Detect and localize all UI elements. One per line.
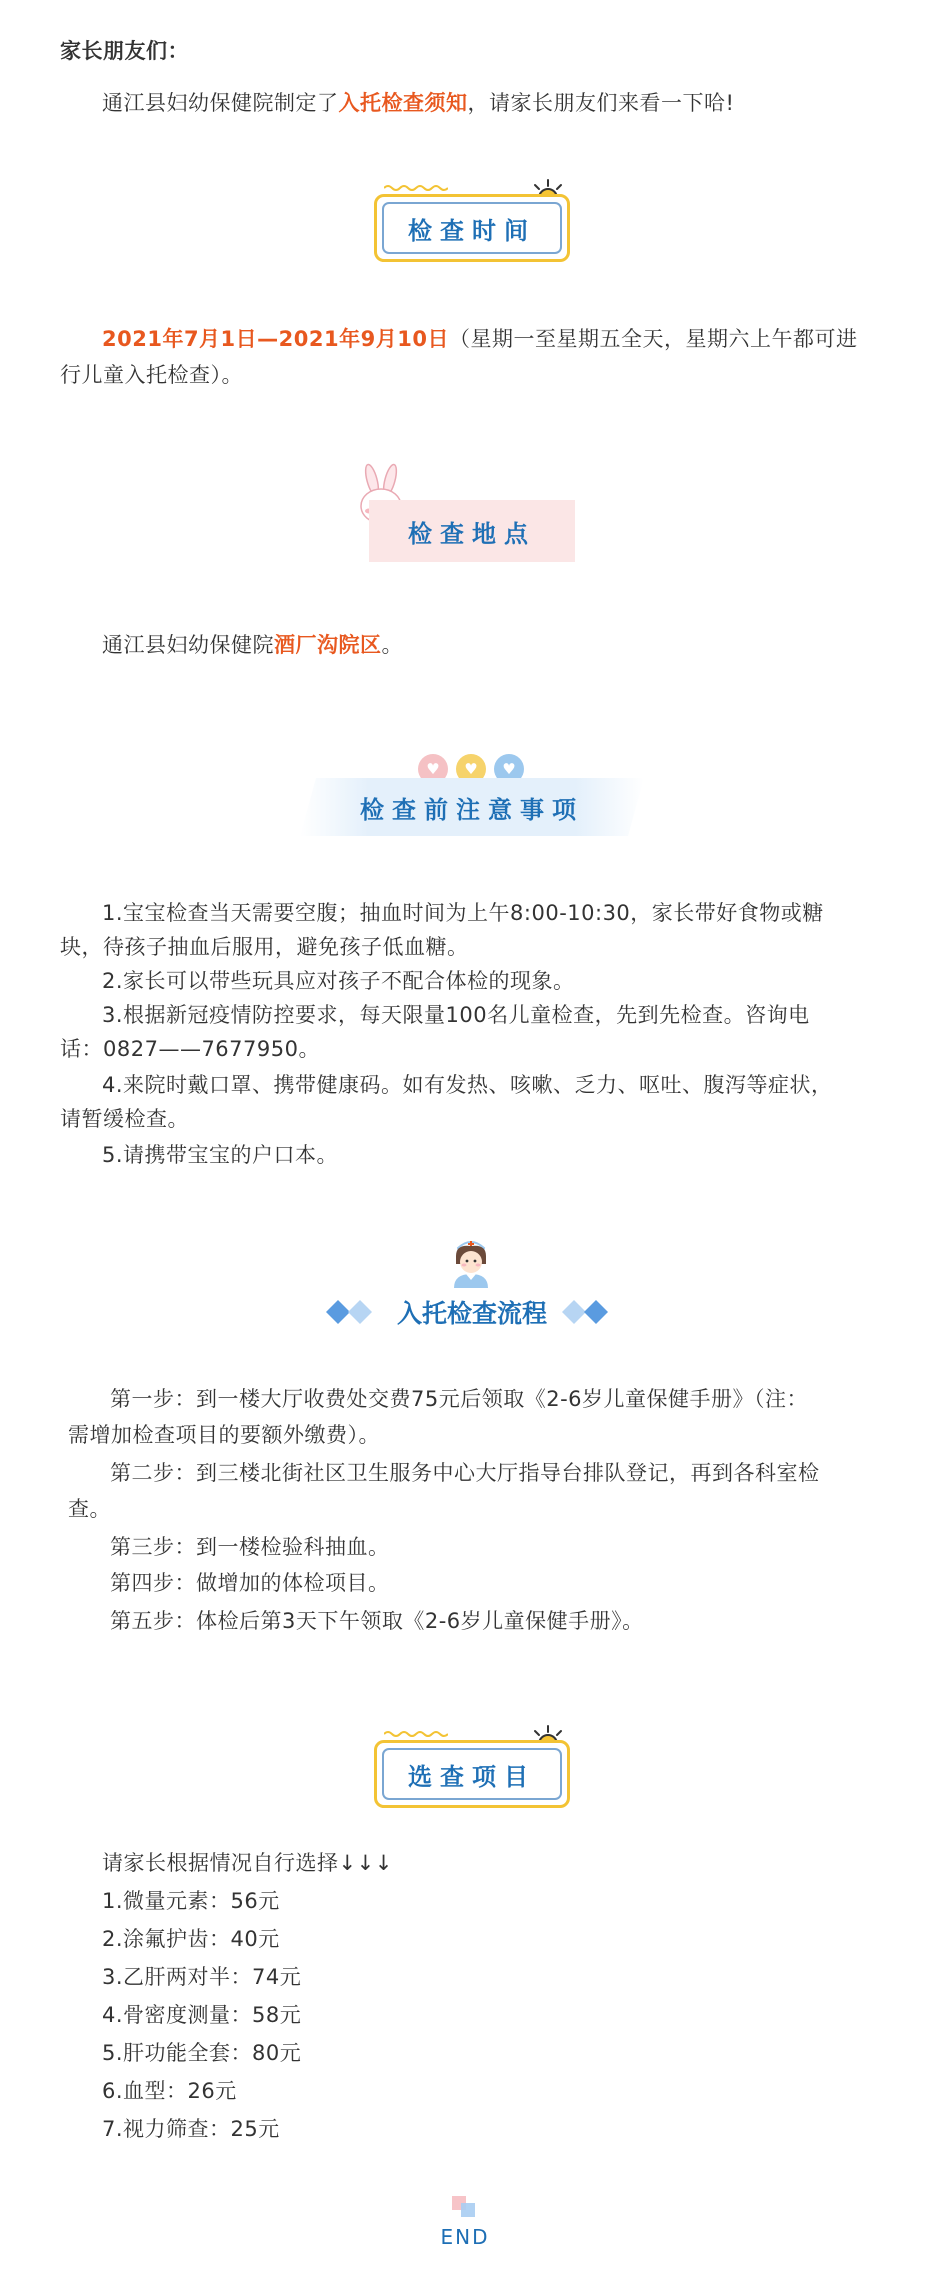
section-title-items-text: 选查项目 bbox=[382, 1748, 562, 1800]
end-label: END bbox=[440, 2225, 490, 2249]
place-prefix: 通江县妇幼保健院 bbox=[102, 633, 274, 657]
heart-icon: ♥ bbox=[494, 754, 524, 784]
section-title-time bbox=[374, 194, 570, 262]
time-note-2: 行儿童入托检查）。 bbox=[60, 363, 243, 387]
intro-prefix: 通江县妇幼保健院制定了 bbox=[102, 91, 339, 115]
section-title-time-text: 检查时间 bbox=[382, 202, 562, 254]
diamond-icon bbox=[326, 1300, 386, 1324]
section-title-flow: 入托检查流程 bbox=[396, 1299, 547, 1328]
item-line: 3.乙肝两对半：74元 bbox=[102, 1965, 302, 1989]
notes-line: 2.家长可以带些玩具应对孩子不配合体检的现象。 bbox=[102, 969, 575, 993]
heart-icon: ♥ bbox=[418, 754, 448, 784]
items-intro: 请家长根据情况自行选择↓↓↓ bbox=[102, 1851, 393, 1875]
flow-line: 需增加检查项目的要额外缴费）。 bbox=[68, 1423, 380, 1447]
place-suffix: 。 bbox=[381, 633, 403, 657]
section-title-place: 检查地点 bbox=[369, 500, 575, 562]
time-note-1: （星期一至星期五全天，星期六上午都可进 bbox=[448, 327, 858, 351]
flow-line: 第五步：体检后第3天下午领取《2-6岁儿童保健手册》。 bbox=[110, 1609, 644, 1633]
section-title-items bbox=[374, 1740, 570, 1808]
item-line: 4.骨密度测量：58元 bbox=[102, 2003, 302, 2027]
item-line: 2.涂氟护齿：40元 bbox=[102, 1927, 280, 1951]
heart-icon: ♥ bbox=[456, 754, 486, 784]
flow-line: 第二步：到三楼北街社区卫生服务中心大厅指导台排队登记，再到各科室检 bbox=[110, 1461, 820, 1485]
intro-suffix: ，请家长朋友们来看一下哈! bbox=[467, 91, 735, 115]
nurse-icon bbox=[446, 1234, 496, 1288]
wave-decoration bbox=[384, 1730, 448, 1738]
item-line: 6.血型：26元 bbox=[102, 2079, 237, 2103]
notes-line: 1.宝宝检查当天需要空腹；抽血时间为上午8:00-10:30，家长带好食物或糖 bbox=[102, 901, 824, 925]
item-line: 7.视力筛查：25元 bbox=[102, 2117, 280, 2141]
item-line: 5.肝功能全套：80元 bbox=[102, 2041, 302, 2065]
notes-line: 请暂缓检查。 bbox=[60, 1107, 189, 1131]
flow-line: 第三步：到一楼检验科抽血。 bbox=[110, 1535, 390, 1559]
section-title-notes: 检查前注意事项 bbox=[360, 795, 584, 824]
notes-line: 块，待孩子抽血后服用，避免孩子低血糖。 bbox=[60, 935, 469, 959]
intro-line bbox=[102, 86, 734, 120]
flow-line: 查。 bbox=[68, 1497, 111, 1521]
notes-line: 3.根据新冠疫情防控要求，每天限量100名儿童检查，先到先检查。咨询电 bbox=[102, 1003, 810, 1027]
notes-line: 4.来院时戴口罩、携带健康码。如有发热、咳嗽、乏力、呕吐、腹泻等症状， bbox=[102, 1073, 833, 1097]
date-range: 2021年7月1日—2021年9月10日 bbox=[102, 327, 449, 351]
place-highlight: 酒厂沟院区 bbox=[274, 633, 382, 657]
notes-line: 5.请携带宝宝的户口本。 bbox=[102, 1143, 339, 1167]
flow-line: 第一步：到一楼大厅收费处交费75元后领取《2-6岁儿童保健手册》（注： bbox=[110, 1387, 809, 1411]
notes-line: 话：0827——7677950。 bbox=[60, 1037, 320, 1061]
intro-highlight: 入托检查须知 bbox=[338, 91, 468, 115]
place-line bbox=[102, 628, 403, 662]
flow-line: 第四步：做增加的体检项目。 bbox=[110, 1571, 390, 1595]
greeting: 家长朋友们： bbox=[60, 39, 189, 63]
item-line: 1.微量元素：56元 bbox=[102, 1889, 280, 1913]
squares-icon bbox=[452, 2196, 478, 2220]
time-line-1 bbox=[102, 322, 857, 356]
diamond-icon bbox=[560, 1300, 620, 1324]
wave-decoration bbox=[384, 184, 448, 192]
